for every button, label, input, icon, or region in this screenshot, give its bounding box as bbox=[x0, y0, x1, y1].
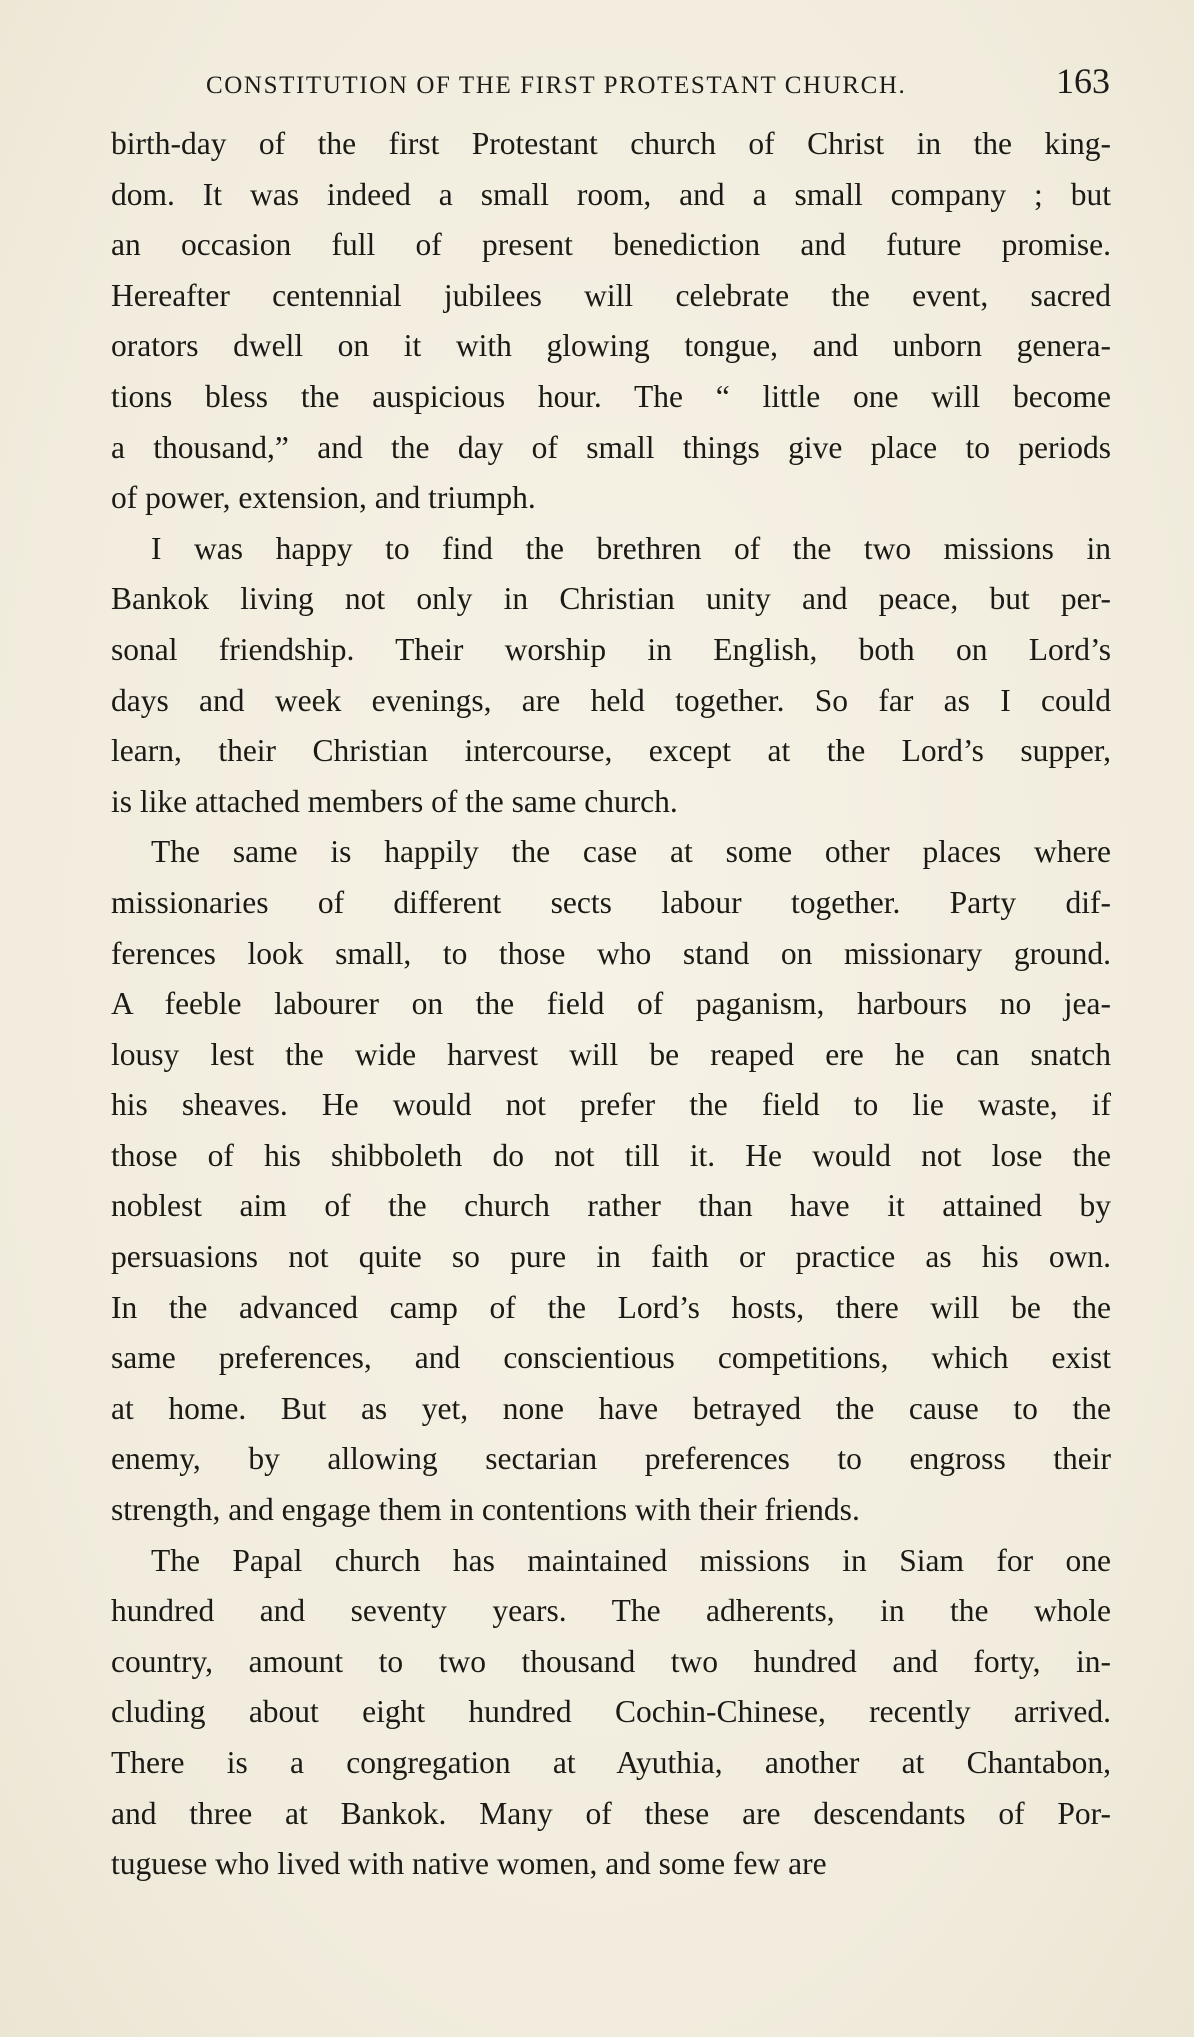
paragraph bbox=[111, 524, 1111, 828]
text-line: dom. It was indeed a small room, and a small company ; but bbox=[111, 176, 1111, 212]
text-line: Hereafter centennial jubilees will celebrate the event, sacred bbox=[111, 277, 1111, 313]
paragraph bbox=[111, 119, 1111, 524]
text-line: The Papal church has maintained missions in Siam for one bbox=[151, 1542, 1111, 1578]
text-line: birth-day of the first Protestant church of Christ in the king- bbox=[111, 126, 1111, 161]
text-line: A feeble labourer on the field of paganism, harbours no jea- bbox=[111, 986, 1111, 1022]
text-line: Bankok living not only in Christian unity and peace, but per- bbox=[111, 581, 1111, 617]
text-line: at home. But as yet, none have betrayed the cause to the bbox=[111, 1390, 1111, 1426]
paragraph bbox=[111, 1536, 1111, 1890]
text-line: sonal friendship. Their worship in English, both on Lord’s bbox=[111, 631, 1111, 667]
text-line: a thousand,” and the day of small things give place to periods bbox=[111, 429, 1111, 465]
text-line: strength, and engage them in contentions with their friends. bbox=[111, 1492, 860, 1528]
text-line: In the advanced camp of the Lord’s hosts, there will be the bbox=[111, 1289, 1111, 1325]
running-title: CONSTITUTION OF THE FIRST PROTESTANT CHURCH. bbox=[206, 72, 907, 99]
text-line: of power, extension, and triumph. bbox=[111, 480, 536, 516]
text-line: same preferences, and conscientious competitions, which exist bbox=[111, 1340, 1111, 1376]
paragraph bbox=[111, 827, 1111, 1535]
text-line: and three at Bankok. Many of these are descendants of Por- bbox=[111, 1795, 1111, 1831]
running-head bbox=[110, 60, 1110, 110]
text-line: those of his shibboleth do not till it. He would not lose the bbox=[111, 1137, 1111, 1173]
text-line: orators dwell on it with glowing tongue, and unborn genera- bbox=[111, 328, 1111, 364]
text-line: days and week evenings, are held together. So far as I could bbox=[111, 682, 1111, 718]
text-line: is like attached members of the same church. bbox=[111, 783, 678, 819]
text-line: tuguese who lived with native women, and some few are bbox=[111, 1846, 827, 1882]
text-line: cluding about eight hundred Cochin-Chinese, recently arrived. bbox=[111, 1694, 1111, 1730]
text-line: hundred and seventy years. The adherents, in the whole bbox=[111, 1593, 1111, 1629]
body-text bbox=[111, 119, 1111, 1890]
text-line: learn, their Christian intercourse, except at the Lord’s supper, bbox=[111, 733, 1111, 769]
text-line: persuasions not quite so pure in faith or practice as his own. bbox=[111, 1239, 1111, 1275]
text-line: I was happy to find the brethren of the two missions in bbox=[151, 530, 1111, 566]
text-line: his sheaves. He would not prefer the field to lie waste, if bbox=[111, 1087, 1111, 1123]
text-line: ferences look small, to those who stand on missionary ground. bbox=[111, 935, 1111, 971]
text-line: enemy, by allowing sectarian preferences to engross their bbox=[111, 1441, 1111, 1477]
text-line: lousy lest the wide harvest will be reaped ere he can snatch bbox=[111, 1036, 1111, 1072]
text-line: noblest aim of the church rather than have it attained by bbox=[111, 1188, 1111, 1224]
text-line: country, amount to two thousand two hundred and forty, in- bbox=[111, 1643, 1111, 1679]
text-line: missionaries of different sects labour together. Party dif- bbox=[111, 884, 1111, 920]
text-line: an occasion full of present benediction and future promise. bbox=[111, 227, 1111, 263]
text-line: There is a congregation at Ayuthia, another at Chantabon, bbox=[111, 1745, 1111, 1780]
text-line: The same is happily the case at some other places where bbox=[151, 834, 1111, 870]
page-number: 163 bbox=[1056, 61, 1110, 101]
text-line: tions bless the auspicious hour. The “ little one will become bbox=[111, 378, 1111, 414]
